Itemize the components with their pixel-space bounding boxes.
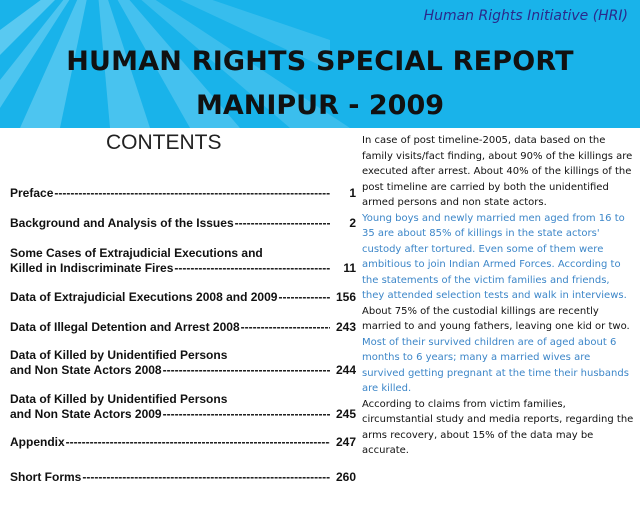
toc-page-number: 2 [349,216,356,230]
finding-paragraph: Most of their survived children are of aged about 6 months to 6 years; many a married wives are survived getting pregnant at the time their husbands are killed. [362,336,629,394]
toc-page-number: 247 [335,435,356,449]
findings-column [362,133,634,459]
toc-item-title: Background and Analysis of the Issues [10,216,234,230]
toc-item-title: Data of Killed by Unidentified Persons [10,348,228,362]
toc-item-title: Killed in Indiscriminate Fires [10,261,174,275]
toc-item-title: Data of Extrajudicial Executions 2008 and 2009 [10,290,278,304]
finding-paragraph: Young boys and newly married men aged from 16 to 35 are about 85% of killings in the state actors' custody after tortured. Even some of them were ambitious to join Indian Armed Forces. According to the statements of the victim families and friends, they attended selection tests and walk in interviews. [362,212,627,301]
toc-leader [66,435,330,450]
finding-paragraph: In case of post timeline-2005, data based on the family visits/fact finding, about 90% of the killings are executed after arrest. About 40% of the killings of the post timeline are carried by both the unidentified armed persons and non state actors. [362,135,633,208]
toc-page-number: 156 [335,290,356,304]
report-title: HUMAN RIGHTS SPECIAL REPORT [66,46,574,77]
organization-name: Human Rights Initiative (HRI) [423,8,628,24]
toc-item-appendix [10,435,356,450]
toc-item-title: and Non State Actors 2009 [10,407,162,421]
finding-paragraph: According to claims from victim families, circumstantial study and media reports, regarding the arms recovery, about 15% of the data may be accurate. [362,398,634,456]
toc-leader [235,216,330,231]
toc-leader [174,261,330,276]
toc-leader [163,407,330,422]
toc-item-title: and Non State Actors 2008 [10,363,162,377]
toc-item-title: Some Cases of Extrajudicial Executions and [10,246,263,260]
contents-heading: CONTENTS [106,131,222,154]
toc-item-background [10,216,356,231]
finding-paragraph: About 75% of the custodial killings are recently married to and young fathers, leaving one kid or two. [362,305,630,332]
toc-item-title: Appendix [10,435,65,449]
toc-item-extrajudicial-data [10,290,356,305]
toc-item-extrajudicial-cases [10,246,356,276]
toc-item-short-forms [10,470,356,485]
toc-leader [82,470,330,485]
toc-leader [241,320,330,335]
toc-page-number: 243 [335,320,356,334]
toc-leader [54,186,330,201]
toc-page-number: 260 [335,470,356,484]
report-subtitle: MANIPUR - 2009 [195,90,445,121]
toc-item-illegal-detention [10,320,356,335]
toc-item-title: Short Forms [10,470,82,484]
toc-item-title: Data of Killed by Unidentified Persons [10,392,228,406]
toc-page-number: 1 [349,186,356,200]
toc-page-number: 245 [335,407,356,421]
toc-leader [278,290,330,305]
toc-item-title: Data of Illegal Detention and Arrest 2008 [10,320,240,334]
toc-item-title: Preface [10,186,54,200]
toc-page-number: 11 [343,261,356,275]
toc-item-preface [10,186,356,201]
toc-item-unidentified-2009 [10,392,356,422]
report-header [0,0,640,128]
toc-item-unidentified-2008 [10,348,356,378]
toc-page-number: 244 [335,363,356,377]
toc-leader [163,363,330,378]
